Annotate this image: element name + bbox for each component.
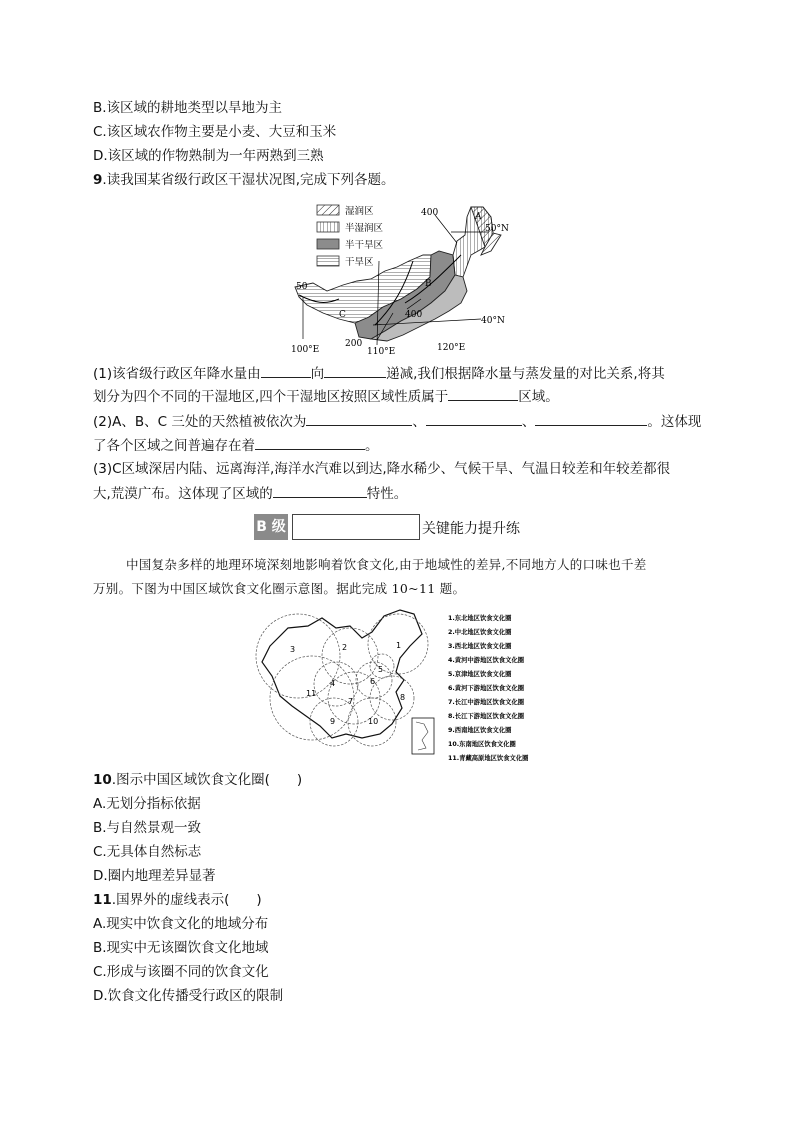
option-d: D.该区域的作物熟制为一年两熟到三熟 [93, 148, 324, 164]
num-3: 3 [290, 645, 296, 654]
legend-swatch-humid [317, 205, 339, 215]
blank-vegetation-c[interactable] [535, 412, 647, 426]
num-5: 5 [378, 665, 384, 674]
blank-region-type[interactable] [448, 387, 518, 401]
num-2: 2 [342, 643, 348, 652]
num-7: 7 [348, 697, 354, 706]
q11-stem: 11.国界外的虚线表示( ) [93, 892, 262, 908]
intro-line1: 中国复杂多样的地理环境深刻地影响着饮食文化,由于地域性的差异,不同地方人的口味也千差 [126, 557, 647, 572]
label-c: C [339, 310, 346, 320]
q9-number: 9 [93, 172, 103, 188]
label-120e: 120°E [437, 343, 466, 353]
q9-part1-line1: (1)该省级行政区年降水量由 向 递减,我们根据降水量与蒸发量的对比关系,将其 [93, 366, 665, 382]
blank-direction-to[interactable] [324, 364, 386, 378]
label-50n: 50°N [485, 224, 509, 234]
circle-2 [322, 628, 378, 684]
q9-part3-line1: (3)C区域深居内陆、远离海洋,海洋水汽难以到达,降水稀少、气候干旱、气温日较差和年较差都很 [93, 461, 671, 477]
legend-humid: 湿润区 [345, 206, 374, 217]
num-1: 1 [396, 641, 402, 650]
legend-swatch-arid [317, 256, 339, 266]
q11-option-b[interactable]: B.现实中无该圈饮食文化地域 [93, 940, 269, 956]
legend-swatch-subhumid [317, 222, 339, 232]
q9-part1-line2: 划分为四个不同的干湿地区,四个干湿地区按照区域性质属于 区域。 [93, 389, 559, 405]
q11-option-c[interactable]: C.形成与该圈不同的饮食文化 [93, 964, 269, 980]
section-b-title: 关键能力提升练 [422, 521, 520, 537]
intro-line2: 万别。下图为中国区域饮食文化圈示意图。据此完成 10~11 题。 [93, 581, 466, 596]
option-c: C.该区域农作物主要是小麦、大豆和玉米 [93, 124, 337, 140]
label-100e: 100°E [291, 345, 320, 355]
q10-option-a[interactable]: A.无划分指标依据 [93, 796, 201, 812]
food-legend [448, 613, 529, 762]
option-b: B.该区域的耕地类型以旱地为主 [93, 100, 283, 116]
legend-10: 10.东南地区饮食文化圈 [448, 741, 516, 748]
label-40n: 40°N [481, 316, 505, 326]
dry-wet-map [285, 195, 515, 360]
num-9: 9 [330, 717, 336, 726]
legend-4: 4.黄河中游地区饮食文化圈 [448, 657, 525, 664]
legend-7: 7.长江中游地区饮食文化圈 [448, 699, 525, 706]
section-b-badge: B 级 [254, 514, 288, 540]
label-400-mid: 400 [405, 310, 423, 320]
q10-number: 10 [93, 772, 112, 788]
legend-9: 9.西南地区饮食文化圈 [448, 727, 512, 734]
blank-regional-feature[interactable] [273, 484, 367, 498]
q10-stem: 10.图示中国区域饮食文化圈( ) [93, 772, 303, 788]
blank-vegetation-a[interactable] [306, 412, 412, 426]
legend-2: 2.中北地区饮食文化圈 [448, 629, 512, 636]
q9-part3-line2: 大,荒漠广布。这体现了区域的 特性。 [93, 486, 408, 502]
legend-5: 5.京津地区饮食文化圈 [448, 671, 512, 678]
num-4: 4 [330, 679, 336, 688]
q9-part2-line1: (2)A、B、C 三处的天然植被依次为 、 、 。这体现 [93, 414, 702, 430]
label-a: A [475, 212, 482, 222]
label-400-top: 400 [421, 208, 439, 218]
china-outline [262, 610, 422, 738]
label-50: 50 [296, 282, 308, 292]
legend-8: 8.长江下游地区饮食文化圈 [448, 713, 525, 720]
num-8: 8 [400, 693, 406, 702]
num-10: 10 [368, 717, 379, 726]
legend-semiarid: 半干旱区 [345, 240, 384, 251]
blank-difference[interactable] [255, 436, 365, 450]
label-b: B [425, 279, 432, 289]
q9-stem [93, 171, 395, 189]
legend-arid: 干旱区 [345, 257, 374, 268]
blank-direction-from[interactable] [261, 364, 311, 378]
legend-swatch-semiarid [317, 239, 339, 249]
food-culture-map [250, 606, 550, 768]
q9-stem-text: .读我国某省级行政区干湿状况图,完成下列各题。 [102, 172, 395, 188]
q10-option-b[interactable]: B.与自然景观一致 [93, 820, 202, 836]
leader-400-top [435, 215, 457, 243]
legend-11: 11.青藏高原地区饮食文化圈 [448, 755, 529, 762]
section-b-header [254, 514, 550, 540]
num-6: 6 [370, 677, 376, 686]
q11-option-d[interactable]: D.饮食文化传播受行政区的限制 [93, 988, 284, 1004]
legend-6: 6.黄河下游地区饮食文化圈 [448, 685, 525, 692]
q9-part2-line2: 了各个区域之间普遍存在着 。 [93, 438, 379, 454]
q10-option-d[interactable]: D.圈内地理差异显著 [93, 868, 216, 884]
q11-option-a[interactable]: A.现实中饮食文化的地域分布 [93, 916, 269, 932]
q11-number: 11 [93, 892, 112, 908]
q10-option-c[interactable]: C.无具体自然标志 [93, 844, 202, 860]
legend-subhumid: 半湿润区 [345, 223, 384, 234]
section-b-box [292, 514, 420, 540]
legend-3: 3.西北地区饮食文化圈 [448, 643, 512, 650]
label-200: 200 [345, 339, 363, 349]
legend-1: 1.东北地区饮食文化圈 [448, 615, 512, 622]
blank-vegetation-b[interactable] [426, 412, 522, 426]
label-110e: 110°E [367, 347, 396, 357]
num-11: 11 [306, 689, 317, 698]
